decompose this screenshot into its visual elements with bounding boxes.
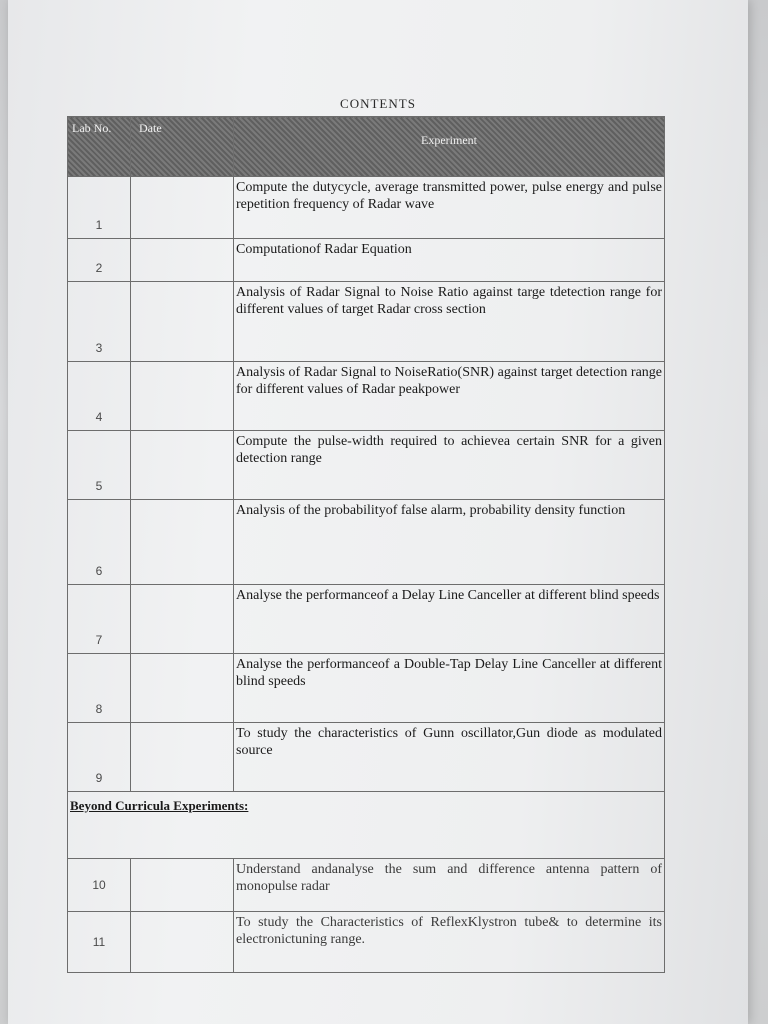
table-row (68, 500, 665, 585)
table-row (68, 431, 665, 500)
lab-no-cell: 6 (68, 500, 131, 585)
date-cell (131, 177, 234, 239)
table-row (68, 859, 665, 912)
lab-no-cell: 3 (68, 282, 131, 362)
date-cell (131, 282, 234, 362)
section-row (68, 792, 665, 859)
table-row (68, 362, 665, 431)
date-cell (131, 585, 234, 654)
lab-no-cell: 9 (68, 723, 131, 792)
table-row (68, 239, 665, 282)
experiment-cell: Analysis of the probabilityof false alarm, probability density function (234, 500, 665, 585)
lab-no-cell: 1 (68, 177, 131, 239)
header-experiment: Experiment (234, 117, 665, 177)
lab-no-cell: 2 (68, 239, 131, 282)
lab-no-cell: 10 (68, 859, 131, 912)
date-cell (131, 239, 234, 282)
date-cell (131, 723, 234, 792)
contents-table (67, 116, 665, 973)
date-cell (131, 912, 234, 973)
date-cell (131, 654, 234, 723)
lab-no-cell: 7 (68, 585, 131, 654)
date-cell (131, 431, 234, 500)
experiment-cell: Computationof Radar Equation (234, 239, 665, 282)
table-header-row (68, 117, 665, 177)
page-title: CONTENTS (340, 96, 416, 111)
date-cell (131, 500, 234, 585)
experiment-cell: Analyse the performanceof a Double-Tap Delay Line Canceller at different blind speeds (234, 654, 665, 723)
table-row (68, 585, 665, 654)
lab-no-cell: 11 (68, 912, 131, 973)
table-row (68, 177, 665, 239)
experiment-cell: Compute the dutycycle, average transmitted power, pulse energy and pulse repetition frequency of Radar wave (234, 177, 665, 239)
experiment-cell: Compute the pulse-width required to achievea certain SNR for a given detection range (234, 431, 665, 500)
table-row (68, 723, 665, 792)
date-cell (131, 859, 234, 912)
document-page (8, 0, 748, 1024)
date-cell (131, 362, 234, 431)
experiment-cell: To study the Characteristics of ReflexKlystron tube& to determine its electronictuning range. (234, 912, 665, 973)
header-date: Date (131, 117, 234, 177)
experiment-cell: Analyse the performanceof a Delay Line Canceller at different blind speeds (234, 585, 665, 654)
header-lab-no: Lab No. (68, 117, 131, 177)
table-row (68, 912, 665, 973)
section-label: Beyond Curricula Experiments: (68, 792, 665, 859)
experiment-cell: Analysis of Radar Signal to Noise Ratio against targe tdetection range for different values of target Radar cross section (234, 282, 665, 362)
experiment-cell: Understand andanalyse the sum and difference antenna pattern of monopulse radar (234, 859, 665, 912)
lab-no-cell: 4 (68, 362, 131, 431)
lab-no-cell: 8 (68, 654, 131, 723)
experiment-cell: To study the characteristics of Gunn oscillator,Gun diode as modulated source (234, 723, 665, 792)
experiment-cell: Analysis of Radar Signal to NoiseRatio(SNR) against target detection range for different values of Radar peakpower (234, 362, 665, 431)
lab-no-cell: 5 (68, 431, 131, 500)
table-row (68, 282, 665, 362)
table-row (68, 654, 665, 723)
